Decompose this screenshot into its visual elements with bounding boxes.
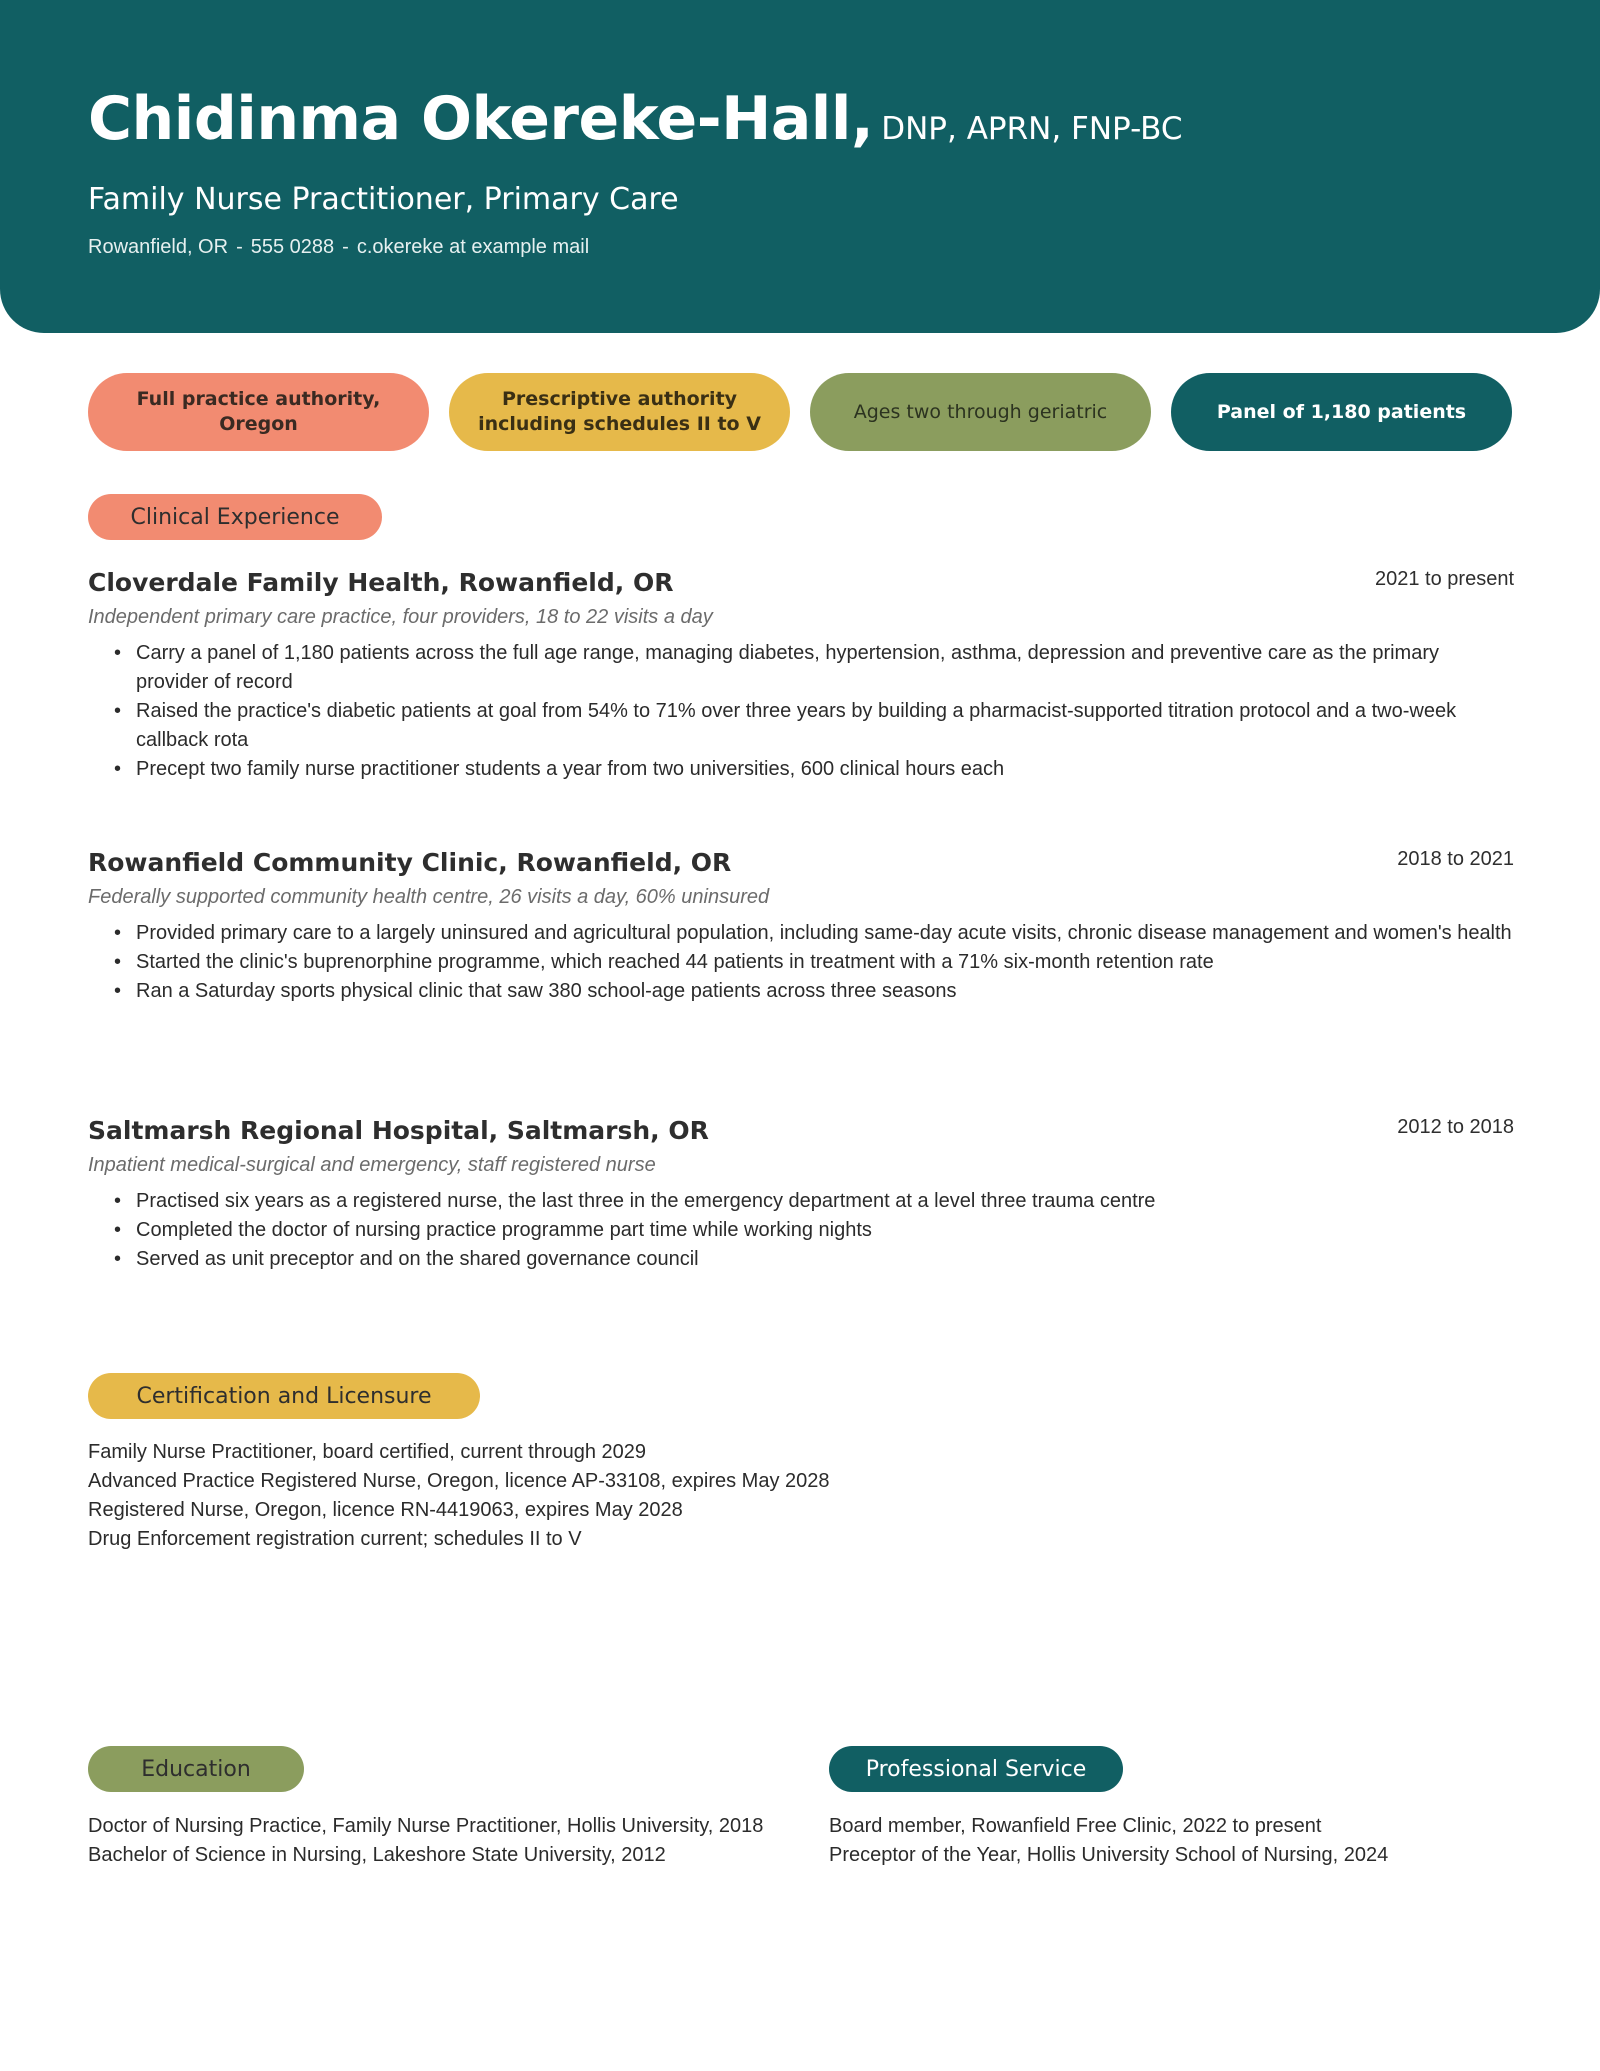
section-heading-certification: Certification and Licensure — [88, 1373, 480, 1419]
service-item: Preceptor of the Year, Hollis University School of Nursing, 2024 — [829, 1844, 1389, 1866]
highlight-pill: Panel of 1,180 patients — [1171, 373, 1512, 451]
contact-phone: 555 0288 — [250, 236, 335, 258]
job-entry — [88, 568, 1514, 784]
contact-separator: - — [236, 236, 243, 258]
service-item: Board member, Rowanfield Free Clinic, 2022 to present — [829, 1815, 1322, 1837]
job-header — [88, 1116, 1514, 1152]
certification-item: Drug Enforcement registration current; schedules II to V — [88, 1528, 582, 1550]
contact-separator: - — [342, 236, 349, 258]
job-employer: Cloverdale Family Health, Rowanfield, OR — [88, 568, 674, 597]
certification-list — [88, 1438, 1088, 1554]
contact-email: c.okereke at example mail — [356, 236, 590, 258]
job-bullet: • Carry a panel of 1,180 patients across the full age range, managing diabetes, hypertension, asthma, depression and preventive care as the primary provider of record — [88, 639, 1514, 697]
job-dates: 2021 to present — [1375, 568, 1514, 590]
job-entry — [88, 848, 1514, 1006]
job-bullet: • Precept two family nurse practitioner students a year from two universities, 600 clinical hours each — [88, 755, 1514, 784]
job-title: Family Nurse Practitioner, Primary Care — [88, 182, 679, 217]
contact-location: Rowanfield, OR — [88, 236, 229, 258]
job-employer: Saltmarsh Regional Hospital, Saltmarsh, OR — [88, 1116, 709, 1145]
job-description: Independent primary care practice, four providers, 18 to 22 visits a day — [88, 606, 713, 628]
highlight-pill: Prescriptive authority including schedules II to V — [449, 373, 790, 451]
job-dates: 2012 to 2018 — [1397, 1116, 1514, 1138]
job-description: Inpatient medical-surgical and emergency, staff registered nurse — [88, 1154, 656, 1176]
candidate-name: Chidinma Okereke-Hall, — [88, 84, 874, 154]
job-employer: Rowanfield Community Clinic, Rowanfield, OR — [88, 848, 732, 877]
contact-line — [88, 236, 589, 259]
resume-header — [0, 0, 1600, 333]
education-item: Doctor of Nursing Practice, Family Nurse Practitioner, Hollis University, 2018 — [88, 1815, 764, 1837]
certification-item: Registered Nurse, Oregon, licence RN-4419063, expires May 2028 — [88, 1499, 683, 1521]
highlight-pill: Ages two through geriatric — [810, 373, 1151, 451]
job-bullets — [88, 919, 1514, 1006]
job-bullet: • Served as unit preceptor and on the shared governance council — [88, 1245, 1514, 1274]
job-bullets — [88, 1187, 1514, 1274]
job-bullet: • Practised six years as a registered nurse, the last three in the emergency department at a level three trauma centre — [88, 1187, 1514, 1216]
job-bullet: • Provided primary care to a largely uninsured and agricultural population, including same-day acute visits, chronic disease management and women's health — [88, 919, 1514, 948]
job-header — [88, 568, 1514, 604]
certification-item: Family Nurse Practitioner, board certified, current through 2029 — [88, 1441, 647, 1463]
section-heading-service: Professional Service — [829, 1746, 1123, 1792]
job-bullets — [88, 639, 1514, 784]
job-bullet: • Started the clinic's buprenorphine programme, which reached 44 patients in treatment with a 71% six-month retention rate — [88, 948, 1514, 977]
education-item: Bachelor of Science in Nursing, Lakeshore State University, 2012 — [88, 1844, 666, 1866]
job-bullet: • Ran a Saturday sports physical clinic that saw 380 school-age patients across three seasons — [88, 977, 1514, 1006]
section-heading-education: Education — [88, 1746, 304, 1792]
certification-item: Advanced Practice Registered Nurse, Oregon, licence AP-33108, expires May 2028 — [88, 1470, 830, 1492]
name-line — [88, 84, 1183, 154]
job-dates: 2018 to 2021 — [1397, 848, 1514, 870]
job-bullet: • Completed the doctor of nursing practice programme part time while working nights — [88, 1216, 1514, 1245]
highlight-pills — [88, 373, 1512, 451]
service-list — [829, 1812, 1519, 1870]
highlight-pill: Full practice authority, Oregon — [88, 373, 429, 451]
education-list — [88, 1812, 778, 1870]
job-description: Federally supported community health centre, 26 visits a day, 60% uninsured — [88, 886, 770, 908]
section-heading-experience: Clinical Experience — [88, 494, 382, 540]
job-bullet: • Raised the practice's diabetic patients at goal from 54% to 71% over three years by building a pharmacist-supported titration protocol and a two-week callback rota — [88, 697, 1514, 755]
candidate-credentials: DNP, APRN, FNP-BC — [881, 111, 1183, 147]
job-header — [88, 848, 1514, 884]
job-entry — [88, 1116, 1514, 1274]
